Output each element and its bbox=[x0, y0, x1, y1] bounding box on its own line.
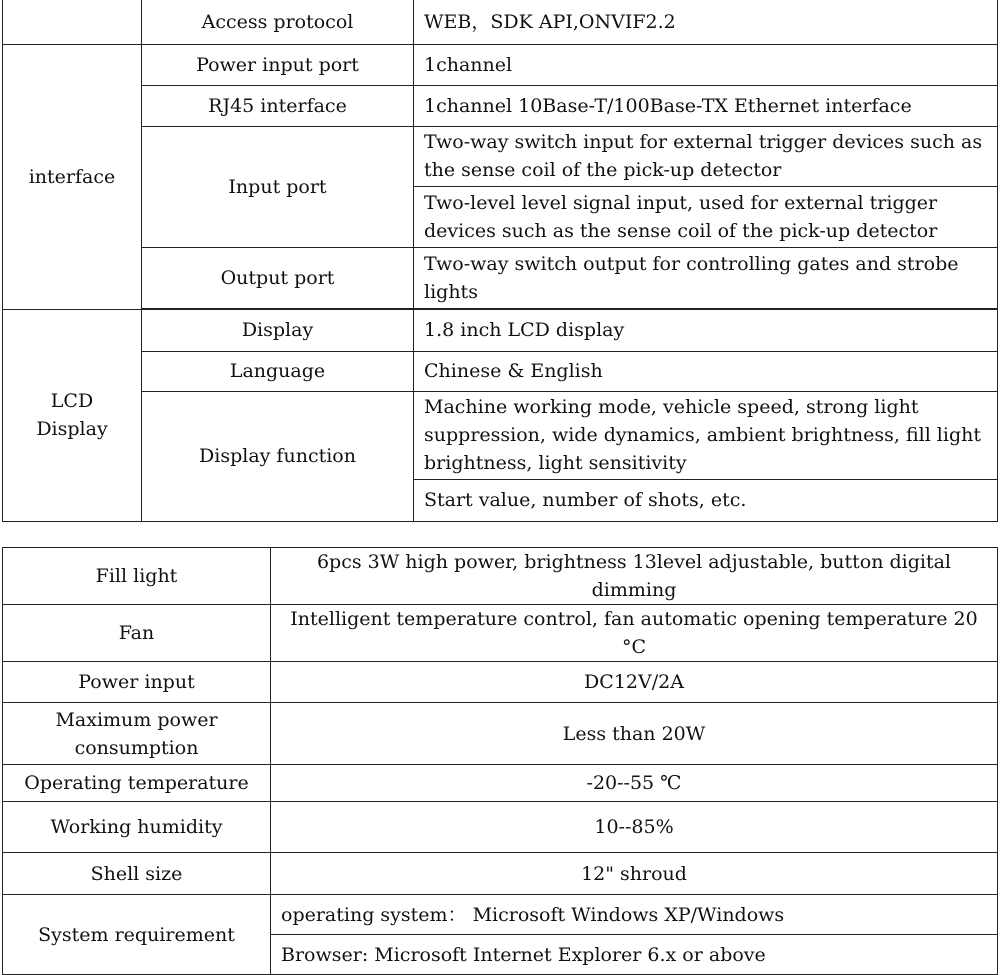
table-row bbox=[3, 548, 998, 605]
table-row bbox=[3, 309, 998, 351]
shell-size-value: 12" shroud bbox=[271, 853, 998, 895]
fan-label: Fan bbox=[3, 605, 271, 662]
system-requirement-os: operating system： Microsoft Windows XP/Windows bbox=[271, 895, 998, 935]
max-power-value: Less than 20W bbox=[271, 703, 998, 765]
language-value: Chinese & English bbox=[414, 351, 998, 391]
output-port-value: Two-way switch output for controlling gates and strobe lights bbox=[414, 247, 998, 308]
language-label: Language bbox=[142, 351, 414, 391]
rj45-interface-label: RJ45 interface bbox=[142, 85, 414, 126]
table-row bbox=[3, 85, 998, 126]
access-protocol-value: WEB，SDK API,ONVIF2.2 bbox=[414, 0, 998, 44]
table-row bbox=[3, 391, 998, 479]
table-row bbox=[3, 853, 998, 895]
table-row bbox=[3, 895, 998, 935]
lcd-display-group-label bbox=[3, 309, 142, 521]
system-requirement-browser: Browser: Microsoft Internet Explorer 6.x or above bbox=[271, 935, 998, 975]
display-function-value-1: Machine working mode, vehicle speed, strong light suppression, wide dynamics, ambient brightness, fill light brightness, light sensitivity bbox=[414, 391, 998, 479]
operating-temperature-value: -20--55 ℃ bbox=[271, 765, 998, 802]
input-port-label: Input port bbox=[142, 126, 414, 247]
system-requirement-label: System requirement bbox=[3, 895, 271, 975]
power-input-label: Power input bbox=[3, 662, 271, 703]
spec-table-general bbox=[2, 547, 998, 975]
table-row bbox=[3, 802, 998, 853]
fill-light-label: Fill light bbox=[3, 548, 271, 605]
power-input-value: DC12V/2A bbox=[271, 662, 998, 703]
rj45-interface-value: 1channel 10Base-T/100Base-TX Ethernet interface bbox=[414, 85, 998, 126]
table-row bbox=[3, 351, 998, 391]
shell-size-label: Shell size bbox=[3, 853, 271, 895]
input-port-value-2: Two-level level signal input, used for external trigger devices such as the sense coil of the pick-up detector bbox=[414, 186, 998, 247]
display-value: 1.8 inch LCD display bbox=[414, 309, 998, 351]
table-row bbox=[3, 126, 998, 186]
operating-temperature-label: Operating temperature bbox=[3, 765, 271, 802]
access-protocol-label: Access protocol bbox=[142, 0, 414, 44]
table-row bbox=[3, 605, 998, 662]
table-row bbox=[3, 662, 998, 703]
power-input-port-label: Power input port bbox=[142, 44, 414, 85]
interface-group-label: interface bbox=[3, 44, 142, 309]
working-humidity-label: Working humidity bbox=[3, 802, 271, 853]
lcd-label-line1: LCD bbox=[50, 390, 94, 412]
table-row bbox=[3, 44, 998, 85]
output-port-label: Output port bbox=[142, 247, 414, 308]
table-row bbox=[3, 0, 998, 44]
max-power-label: Maximum power consumption bbox=[3, 703, 271, 765]
working-humidity-value: 10--85% bbox=[271, 802, 998, 853]
table-row bbox=[3, 703, 998, 765]
input-port-value-1: Two-way switch input for external trigger devices such as the sense coil of the pick-up detector bbox=[414, 126, 998, 186]
fan-value: Intelligent temperature control, fan automatic opening temperature 20 °C bbox=[271, 605, 998, 662]
spec-table-interface-lcd bbox=[2, 0, 998, 522]
table-row bbox=[3, 765, 998, 802]
display-label: Display bbox=[142, 309, 414, 351]
lcd-label-line2: Display bbox=[36, 418, 108, 440]
power-input-port-value: 1channel bbox=[414, 44, 998, 85]
display-function-label: Display function bbox=[142, 391, 414, 521]
display-function-value-2: Start value, number of shots, etc. bbox=[414, 479, 998, 521]
fill-light-value: 6pcs 3W high power, brightness 13level adjustable, button digital dimming bbox=[271, 548, 998, 605]
table-row bbox=[3, 247, 998, 308]
